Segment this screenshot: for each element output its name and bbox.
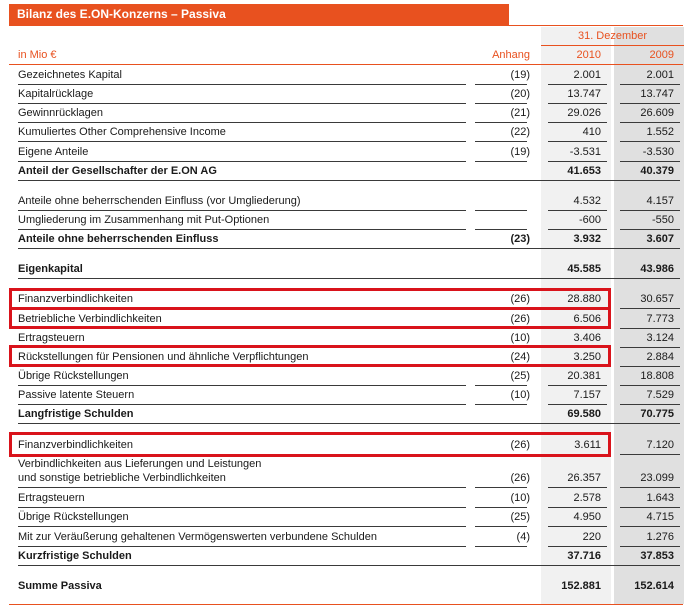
value-2010: 37.716 xyxy=(567,550,601,562)
value-2009: 40.379 xyxy=(640,165,674,177)
table-title: Bilanz des E.ON-Konzerns – Passiva xyxy=(9,4,509,25)
value-2009: 1.276 xyxy=(646,531,674,543)
table-row xyxy=(0,143,685,161)
row-rule xyxy=(475,141,527,142)
value-2010: 2.578 xyxy=(573,492,601,504)
row-label: Übrige Rückstellungen xyxy=(18,511,129,523)
row-label: Kumuliertes Other Comprehensive Income xyxy=(18,126,226,138)
value-2009: 26.609 xyxy=(640,107,674,119)
row-label: Eigenkapital xyxy=(18,263,83,275)
value-2009: 4.157 xyxy=(646,195,674,207)
row-label: Finanzverbindlichkeiten xyxy=(18,293,133,305)
row-note: (10) xyxy=(510,389,530,401)
row-note: (26) xyxy=(510,472,530,484)
row-note: (19) xyxy=(510,146,530,158)
row-note: (23) xyxy=(510,233,530,245)
value-2010: 69.580 xyxy=(567,408,601,420)
row-note: (22) xyxy=(510,126,530,138)
value-2009: 4.715 xyxy=(646,511,674,523)
row-label: Rückstellungen für Pensionen und ähnliche Verpflichtungen xyxy=(18,351,309,363)
value-2009: -550 xyxy=(651,214,674,226)
table-row xyxy=(0,508,685,526)
row-label: Umgliederung im Zusammenhang mit Put-Optionen xyxy=(18,214,270,226)
table-row xyxy=(0,290,685,308)
note-header: Anhang xyxy=(492,49,530,61)
date-header-rule xyxy=(541,45,684,46)
row-rule xyxy=(18,180,680,181)
row-rule xyxy=(548,454,607,455)
value-2009: 18.808 xyxy=(640,370,674,382)
table-row xyxy=(0,547,685,565)
table-row xyxy=(0,162,685,180)
bottom-rule xyxy=(9,604,683,605)
row-note: (25) xyxy=(510,370,530,382)
row-rule xyxy=(548,141,607,142)
row-label: Ertragsteuern xyxy=(18,492,85,504)
row-rule xyxy=(18,423,680,424)
table-row xyxy=(0,211,685,229)
value-2010: 26.357 xyxy=(567,472,601,484)
table-row xyxy=(0,367,685,385)
value-2010: 41.653 xyxy=(567,165,601,177)
value-2010: 7.157 xyxy=(573,389,601,401)
row-note: (25) xyxy=(510,511,530,523)
row-label: Kapitalrücklage xyxy=(18,88,94,100)
value-2009: 1.643 xyxy=(646,492,674,504)
value-2010: 2.001 xyxy=(573,69,601,81)
row-label: Gezeichnetes Kapital xyxy=(18,69,122,81)
value-2009: -3.530 xyxy=(642,146,674,158)
year-2009-header: 2009 xyxy=(649,49,674,61)
row-rule xyxy=(548,487,607,488)
table-row xyxy=(0,230,685,248)
row-rule xyxy=(620,454,680,455)
header-rule xyxy=(9,64,683,65)
title-rule xyxy=(9,25,683,26)
value-2009: 3.607 xyxy=(646,233,674,245)
row-note: (4) xyxy=(516,531,530,543)
value-2009: 37.853 xyxy=(640,550,674,562)
row-rule xyxy=(18,526,466,527)
row-note: (26) xyxy=(510,293,530,305)
value-2009: 152.614 xyxy=(634,580,674,592)
row-label: Mit zur Veräußerung gehaltenen Vermögenswerten verbundene Schulden xyxy=(18,531,377,543)
value-2010: 28.880 xyxy=(567,293,601,305)
row-rule xyxy=(548,308,607,309)
row-rule xyxy=(18,454,466,455)
value-2010: 20.381 xyxy=(567,370,601,382)
row-rule xyxy=(18,278,680,279)
value-2010: 29.026 xyxy=(567,107,601,119)
row-label: Verbindlichkeiten aus Lieferungen und Leistungen xyxy=(18,458,262,470)
row-label: Ertragsteuern xyxy=(18,332,85,344)
table-row xyxy=(0,577,685,595)
row-label: Passive latente Steuern xyxy=(18,389,135,401)
row-label: Summe Passiva xyxy=(18,580,102,592)
row-label-continued: und sonstige betriebliche Verbindlichkeiten xyxy=(18,472,226,484)
row-label: Langfristige Schulden xyxy=(18,408,134,420)
value-2009: 2.884 xyxy=(646,351,674,363)
row-note: (21) xyxy=(510,107,530,119)
row-label: Betriebliche Verbindlichkeiten xyxy=(18,313,162,325)
date-header: 31. Dezember xyxy=(577,30,648,42)
table-row xyxy=(0,85,685,103)
value-2009: 2.001 xyxy=(646,69,674,81)
value-2009: 1.552 xyxy=(646,126,674,138)
table-row xyxy=(0,386,685,404)
row-rule xyxy=(18,248,680,249)
value-2010: -3.531 xyxy=(569,146,601,158)
value-2009: 70.775 xyxy=(640,408,674,420)
row-label: Übrige Rückstellungen xyxy=(18,370,129,382)
table-row xyxy=(0,66,685,84)
table-row xyxy=(0,489,685,507)
row-note: (26) xyxy=(510,313,530,325)
value-2010: 6.506 xyxy=(573,313,601,325)
value-2009: 7.773 xyxy=(646,313,674,325)
row-rule xyxy=(620,308,680,309)
value-2010: 3.406 xyxy=(573,332,601,344)
value-2009: 30.657 xyxy=(640,293,674,305)
table-row xyxy=(0,310,685,328)
row-rule xyxy=(548,526,607,527)
row-rule xyxy=(475,308,527,309)
table-row xyxy=(0,528,685,546)
table-row xyxy=(0,436,685,454)
value-2009: 7.529 xyxy=(646,389,674,401)
row-note: (19) xyxy=(510,69,530,81)
table-row xyxy=(0,457,685,487)
row-note: (10) xyxy=(510,492,530,504)
value-2010: 3.611 xyxy=(574,439,601,451)
row-rule xyxy=(18,487,466,488)
table-row xyxy=(0,405,685,423)
row-note: (10) xyxy=(510,332,530,344)
table-row xyxy=(0,329,685,347)
value-2010: 410 xyxy=(582,126,601,138)
value-2009: 13.747 xyxy=(640,88,674,100)
table-row xyxy=(0,192,685,210)
row-rule xyxy=(18,141,466,142)
value-2010: 152.881 xyxy=(561,580,601,592)
value-2010: 4.950 xyxy=(573,511,601,523)
table-row xyxy=(0,104,685,122)
value-2010: 45.585 xyxy=(567,263,601,275)
value-2010: -600 xyxy=(578,214,601,226)
row-note: (26) xyxy=(510,439,530,451)
row-rule xyxy=(18,565,680,566)
value-2010: 13.747 xyxy=(567,88,601,100)
value-2009: 23.099 xyxy=(640,472,674,484)
unit-header: in Mio € xyxy=(18,49,57,61)
value-2009: 43.986 xyxy=(640,263,674,275)
row-label: Finanzverbindlichkeiten xyxy=(18,439,133,451)
value-2009: 3.124 xyxy=(646,332,674,344)
row-rule xyxy=(475,454,527,455)
row-label: Eigene Anteile xyxy=(18,146,89,158)
row-rule xyxy=(620,487,680,488)
row-label: Kurzfristige Schulden xyxy=(18,550,132,562)
row-label: Anteil der Gesellschafter der E.ON AG xyxy=(18,165,217,177)
table-row xyxy=(0,260,685,278)
year-2010-header: 2010 xyxy=(576,49,601,61)
row-label: Anteile ohne beherrschenden Einfluss (vor Umgliederung) xyxy=(18,195,301,207)
value-2010: 3.250 xyxy=(573,351,601,363)
row-label: Anteile ohne beherrschenden Einfluss xyxy=(18,233,219,245)
row-rule xyxy=(620,526,680,527)
value-2010: 4.532 xyxy=(573,195,601,207)
row-rule xyxy=(18,308,466,309)
row-rule xyxy=(475,526,527,527)
value-2010: 3.932 xyxy=(573,233,601,245)
row-rule xyxy=(475,487,527,488)
table-row xyxy=(0,123,685,141)
row-label: Gewinnrücklagen xyxy=(18,107,103,119)
row-note: (20) xyxy=(510,88,530,100)
row-rule xyxy=(620,141,680,142)
value-2009: 7.120 xyxy=(646,439,674,451)
table-row xyxy=(0,348,685,366)
row-note: (24) xyxy=(510,351,530,363)
value-2010: 220 xyxy=(582,531,601,543)
